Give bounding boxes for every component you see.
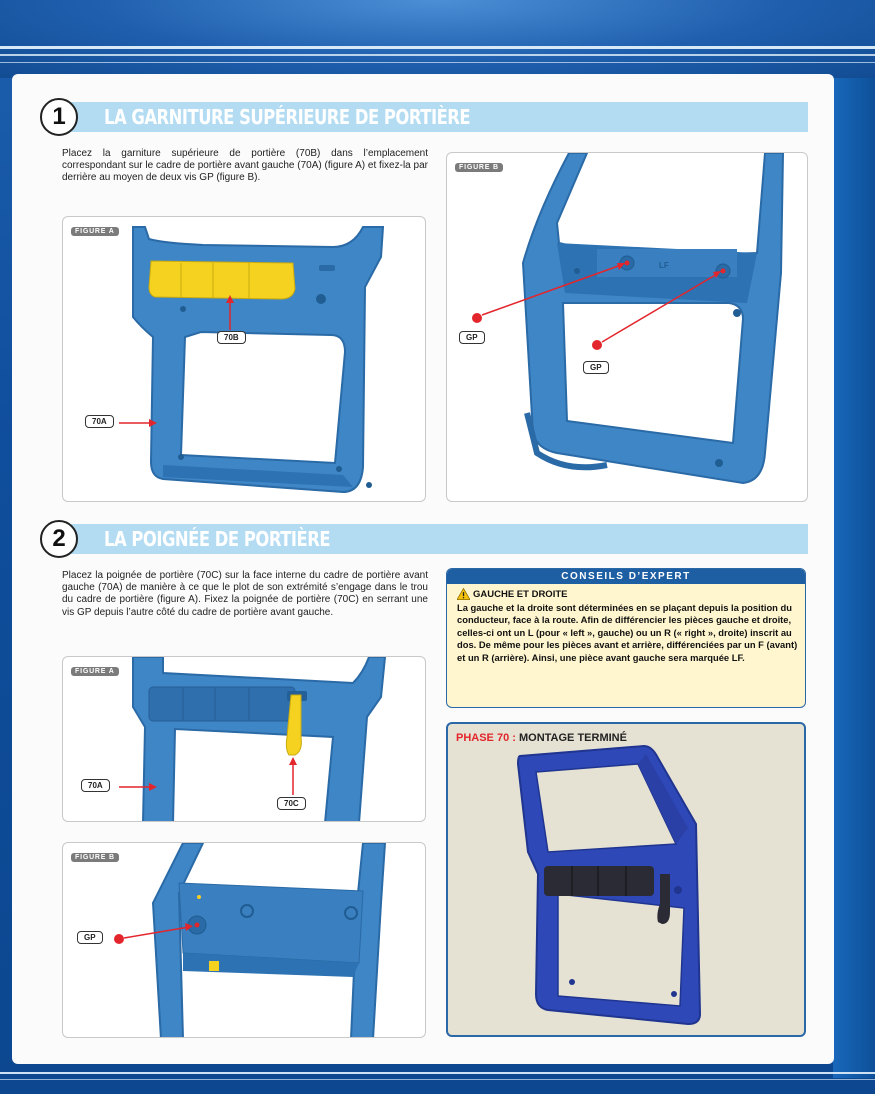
- part-tag-70a: 70A: [85, 415, 114, 428]
- figure-2a: [62, 656, 426, 822]
- decor-stripe: [0, 1072, 875, 1074]
- top-banner: [0, 0, 875, 78]
- part-tag-gp: GP: [583, 361, 609, 374]
- section-number: 1: [40, 98, 78, 136]
- part-tag-gp: GP: [459, 331, 485, 344]
- figure-label: FIGURE A: [71, 227, 119, 236]
- section-title: LA GARNITURE SUPÉRIEURE DE PORTIÈRE: [104, 105, 471, 129]
- handle-illustration: [63, 657, 426, 822]
- expert-tips-box: [446, 568, 806, 708]
- expert-tips-title: [457, 588, 567, 600]
- phase-number: PHASE 70 :: [456, 732, 516, 744]
- warning-icon: [457, 588, 470, 600]
- section-number: 2: [40, 520, 78, 558]
- section-2-header: [40, 522, 808, 556]
- expert-tips-title-text: GAUCHE ET DROITE: [473, 588, 568, 600]
- door-frame-illustration: [63, 217, 426, 502]
- part-tag-70a: 70A: [81, 779, 110, 792]
- section-1-paragraph: Placez la garniture supérieure de portière (70B) dans l’emplacement correspondant sur le cadre de portière avant gauche (70A) (figure A) et fixez-la par derrière au moyen de deux vis GP (figure B).: [62, 148, 428, 184]
- expert-tips-header: CONSEILS D’EXPERT: [447, 569, 805, 584]
- figure-1b: [446, 152, 808, 502]
- decor-stripe: [0, 62, 875, 63]
- figure-label: FIGURE B: [71, 853, 119, 862]
- lf-stamp: LF: [659, 261, 669, 270]
- section-2-paragraph: Placez la poignée de portière (70C) sur la face interne du cadre de portière avant gauche (70A) de manière à ce que le plot de son extrémité s’engage dans le trou du cadre de portière (figure A). Fixez la poignée de portière (70C) en serrant une vis GP depuis l’autre côté du cadre de portière avant gauche.: [62, 570, 428, 618]
- figure-2b: [62, 842, 426, 1038]
- decor-stripe: [0, 54, 875, 56]
- figure-1a: [62, 216, 426, 502]
- screw-illustration: [63, 843, 426, 1038]
- part-tag-gp: GP: [77, 931, 103, 944]
- figure-label: FIGURE A: [71, 667, 119, 676]
- figure-label: FIGURE B: [455, 163, 503, 172]
- assembled-door-illustration: [448, 724, 806, 1037]
- section-1-header: [40, 100, 808, 134]
- right-band: [833, 78, 875, 1078]
- door-back-illustration: [447, 153, 808, 502]
- phase-label: MONTAGE TERMINÉ: [518, 732, 627, 744]
- part-tag-70c: 70C: [277, 797, 306, 810]
- decor-stripe: [0, 1079, 875, 1080]
- section-title: LA POIGNÉE DE PORTIÈRE: [104, 527, 331, 551]
- decor-stripe: [0, 46, 875, 49]
- part-tag-70b: 70B: [217, 331, 246, 344]
- expert-tips-text: La gauche et la droite sont déterminées en se plaçant depuis la position du conducteur, face à la route. Afin de différencier les pièces gauche et droite, celles-ci ont un L (pour « left », gauche) ou un R (« right », droite) inscrit au dos. De même pour les pièces avant et arrière, différenciées par un F (avant) et un R (arrière). Ainsi, une pièce avant gauche sera marquée LF.: [457, 602, 798, 663]
- phase-complete-box: [446, 722, 806, 1037]
